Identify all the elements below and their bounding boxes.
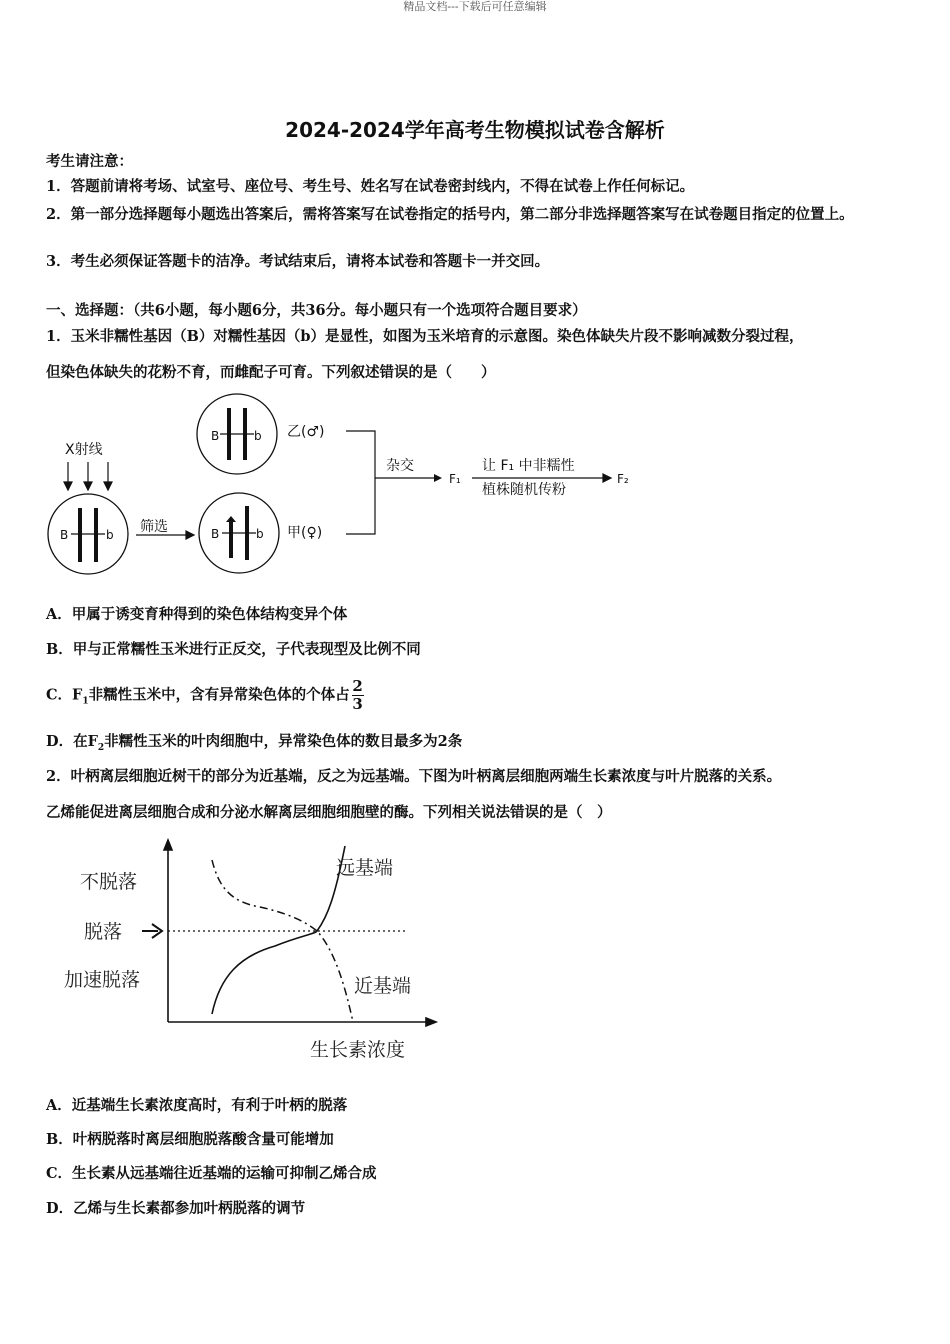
yi-chromosomes	[220, 408, 254, 460]
q1-option-a: A．甲属于诱变育种得到的染色体结构变异个体	[46, 606, 348, 623]
abscission-arrow	[142, 924, 162, 938]
q1-stem-line2: 但染色体缺失的花粉不育，而雌配子可育。下列叙述错误的是（ ）	[46, 364, 496, 381]
fraction-two-thirds: $\frac{2}{3}$	[352, 677, 363, 713]
gene-B-label: B	[60, 528, 69, 542]
xray-arrows	[64, 462, 112, 490]
y-label-no-abscission: 不脱落	[80, 871, 138, 893]
gene-B-label: B	[211, 429, 220, 443]
jia-chromosomes	[222, 506, 256, 560]
y-label-accelerated: 加速脱落	[64, 969, 141, 991]
gene-b-label: b	[106, 528, 114, 542]
step-line1: 让 F₁ 中非糯性	[482, 458, 575, 474]
f2-label: F₂	[617, 472, 629, 486]
q1-diagram	[40, 390, 660, 582]
cross-label: 杂交	[386, 458, 414, 474]
q2-chart	[60, 836, 450, 1068]
near-end-curve	[212, 860, 353, 1022]
notice-item-2: 2．第一部分选择题每小题选出答案后，需将答案写在试卷指定的括号内，第二部分非选择题答案写在试卷题目指定的位置上。	[46, 206, 854, 223]
q2-option-d: D．乙烯与生长素都参加叶柄脱落的调节	[46, 1200, 306, 1217]
q1-stem-line1: 1．玉米非糯性基因（B）对糯性基因（b）是显性，如图为玉米培育的示意图。染色体缺失片段不影响减数分裂过程，	[46, 328, 804, 345]
f1-label: F₁	[449, 472, 461, 486]
y-label-abscission: 脱落	[84, 921, 123, 943]
q2-option-b: B．叶柄脱落时离层细胞脱落酸含量可能增加	[46, 1131, 334, 1148]
page-title: 2024-2024学年高考生物模拟试卷含解析	[285, 118, 665, 142]
x-axis-label: 生长素浓度	[310, 1039, 406, 1061]
original-chromosomes	[71, 508, 105, 562]
jia-label: 甲(♀)	[287, 525, 323, 541]
cross-arrowhead	[434, 474, 442, 482]
notice-item-3: 3．考生必须保证答题卡的洁净。考试结束后，请将本试卷和答题卡一并交回。	[46, 253, 550, 270]
q2-stem-line1: 2．叶柄离层细胞近树干的部分为近基端，反之为远基端。下图为叶柄离层细胞两端生长素浓度与叶片脱落的关系。	[46, 768, 782, 785]
q1-option-b: B．甲与正常糯性玉米进行正反交，子代表现型及比例不同	[46, 641, 421, 658]
page-header: 精品文档---下载后可任意编辑	[403, 0, 547, 13]
gene-B-label: B	[211, 527, 220, 541]
step-line2: 植株随机传粉	[482, 482, 566, 498]
q2-option-a: A．近基端生长素浓度高时，有利于叶柄的脱落	[46, 1097, 348, 1114]
q2-option-c: C．生长素从远基端往近基端的运输可抑制乙烯合成	[46, 1165, 377, 1182]
q2-stem-line2: 乙烯能促进离层细胞合成和分泌水解离层细胞细胞壁的酶。下列相关说法错误的是（ ）	[46, 804, 612, 821]
gene-b-label: b	[254, 429, 262, 443]
q1-option-d: D．在$F_2$非糯性玉米的叶肉细胞中，异常染色体的数目最多为2条	[46, 733, 463, 753]
cross-bracket	[346, 431, 436, 534]
far-end-label: 远基端	[336, 857, 394, 879]
yi-label: 乙(♂)	[287, 424, 325, 440]
chart-axes	[164, 840, 436, 1026]
select-label: 筛选	[140, 519, 168, 535]
near-end-label: 近基端	[354, 975, 412, 997]
section-heading: 一、选择题：（共6小题，每小题6分，共36分。每小题只有一个选项符合题目要求）	[46, 302, 587, 319]
far-end-curve	[212, 846, 345, 1014]
q1-option-c: C．$F_1$非糯性玉米中，含有异常染色体的个体占 $\frac{2}{3}$	[46, 677, 363, 713]
notice-heading: 考生请注意：	[46, 153, 133, 170]
notice-item-1: 1．答题前请将考场、试室号、座位号、考生号、姓名写在试卷密封线内，不得在试卷上作任何标记。	[46, 178, 695, 195]
xray-label: X射线	[65, 442, 103, 458]
step-arrow	[472, 474, 611, 482]
gene-b-label: b	[256, 527, 264, 541]
